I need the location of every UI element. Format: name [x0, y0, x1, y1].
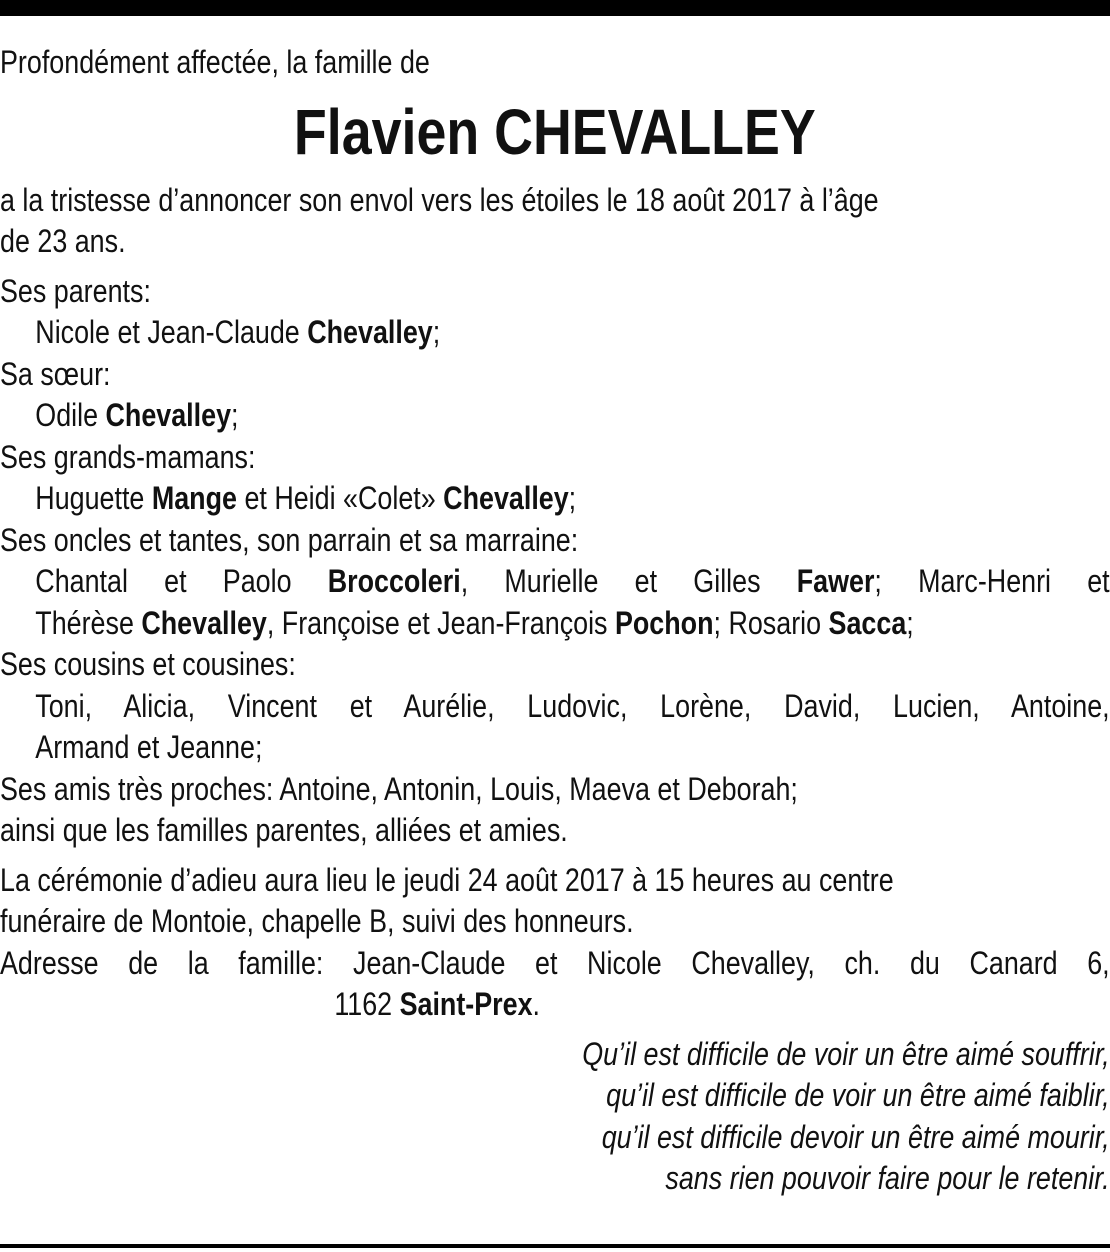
parents-surname: Chevalley [307, 314, 433, 350]
cousins-line-1 [0, 686, 1110, 728]
u3-first-b: Thérèse [35, 604, 142, 641]
u1-surname: Broccoleri [327, 563, 461, 599]
gm1-surname: Mange [151, 480, 237, 516]
grandmothers-label: Ses grands-mamans: [0, 438, 256, 475]
u5-first: ; Rosario [713, 604, 829, 641]
ceremony-line-2: funéraire de Montoie, chapelle B, suivi des honneurs. [0, 903, 634, 939]
cousins-line-2: Armand et Jeanne; [35, 729, 263, 765]
bottom-rule [0, 1244, 1110, 1248]
poem-line-2: qu’il est difficile de voir un être aimé faiblir, [606, 1077, 1110, 1113]
u1-first: Chantal et Paolo [35, 563, 328, 599]
u2-first: , Murielle et Gilles [460, 563, 797, 599]
announcement-line-1: a la tristesse d’annoncer son envol vers les étoiles le 18 août 2017 à l’âge [0, 181, 879, 218]
sister-name: Odile Chevalley; [35, 397, 239, 433]
u5-surname: Sacca [828, 604, 907, 641]
gm2-first-name: et Heidi «Colet» [236, 480, 444, 516]
uncles-line-2: Thérèse Chevalley, Françoise et Jean-François Pochon; Rosario Sacca; [35, 604, 914, 641]
address-line-1 [0, 943, 1110, 985]
poem-line-3: qu’il est difficile devoir un être aimé mourir, [601, 1118, 1110, 1155]
u4-first: , Françoise et Jean-François [266, 604, 615, 641]
u4-surname: Pochon [614, 604, 714, 641]
sister-surname: Chevalley [105, 397, 232, 433]
address-line-2: 1162 Saint-Prex. [334, 986, 541, 1022]
ceremony-line-1: La cérémonie d’adieu aura lieu le jeudi 24 août 2017 à 15 heures au centre [0, 861, 894, 898]
poem-line-1: Qu’il est difficile de voir un être aimé souffrir, [582, 1035, 1110, 1072]
also-line: ainsi que les familles parentes, alliées et amies. [0, 812, 568, 848]
parents-names: Nicole et Jean-Claude Chevalley; [35, 314, 441, 350]
parents-label: Ses parents: [0, 272, 151, 309]
sister-label: Sa sœur: [0, 355, 111, 392]
sister-first-name: Odile [35, 397, 106, 433]
deceased-name: Flavien CHEVALLEY [293, 95, 816, 168]
address-line-1-text: Adresse de la famille: Jean-Claude et Nicole Chevalley, ch. du Canard 6, [0, 944, 1110, 981]
poem [0, 1034, 1110, 1200]
poem-line-4: sans rien pouvoir faire pour le retenir. [665, 1160, 1110, 1196]
uncles-line-1 [0, 561, 1110, 603]
obituary-notice [0, 42, 1110, 1200]
intro-text: Profondément affectée, la famille de [0, 44, 430, 80]
gm2-surname: Chevalley [443, 480, 569, 516]
grandmothers-names: Huguette Mange et Heidi «Colet» Chevalley; [35, 480, 577, 516]
announcement-line-2: de 23 ans. [0, 223, 126, 259]
gm1-first-name: Huguette [35, 480, 152, 516]
address-postcode: 1162 [334, 986, 400, 1022]
top-rule [0, 0, 1110, 16]
parents-first-names: Nicole et Jean-Claude [35, 314, 308, 350]
u3-surname: Chevalley [141, 604, 267, 641]
friends-line: Ses amis très proches: Antoine, Antonin, Louis, Maeva et Deborah; [0, 770, 798, 807]
u2-surname: Fawer [796, 563, 875, 599]
address-town: Saint-Prex [399, 986, 533, 1022]
cousins-label: Ses cousins et cousines: [0, 646, 296, 682]
u3-first: ; Marc-Henri et [874, 563, 1110, 599]
uncles-label: Ses oncles et tantes, son parrain et sa marraine: [0, 521, 579, 558]
cousins-line-1-text: Toni, Alicia, Vincent et Aurélie, Ludovic, Lorène, David, Lucien, Antoine, [35, 687, 1110, 724]
